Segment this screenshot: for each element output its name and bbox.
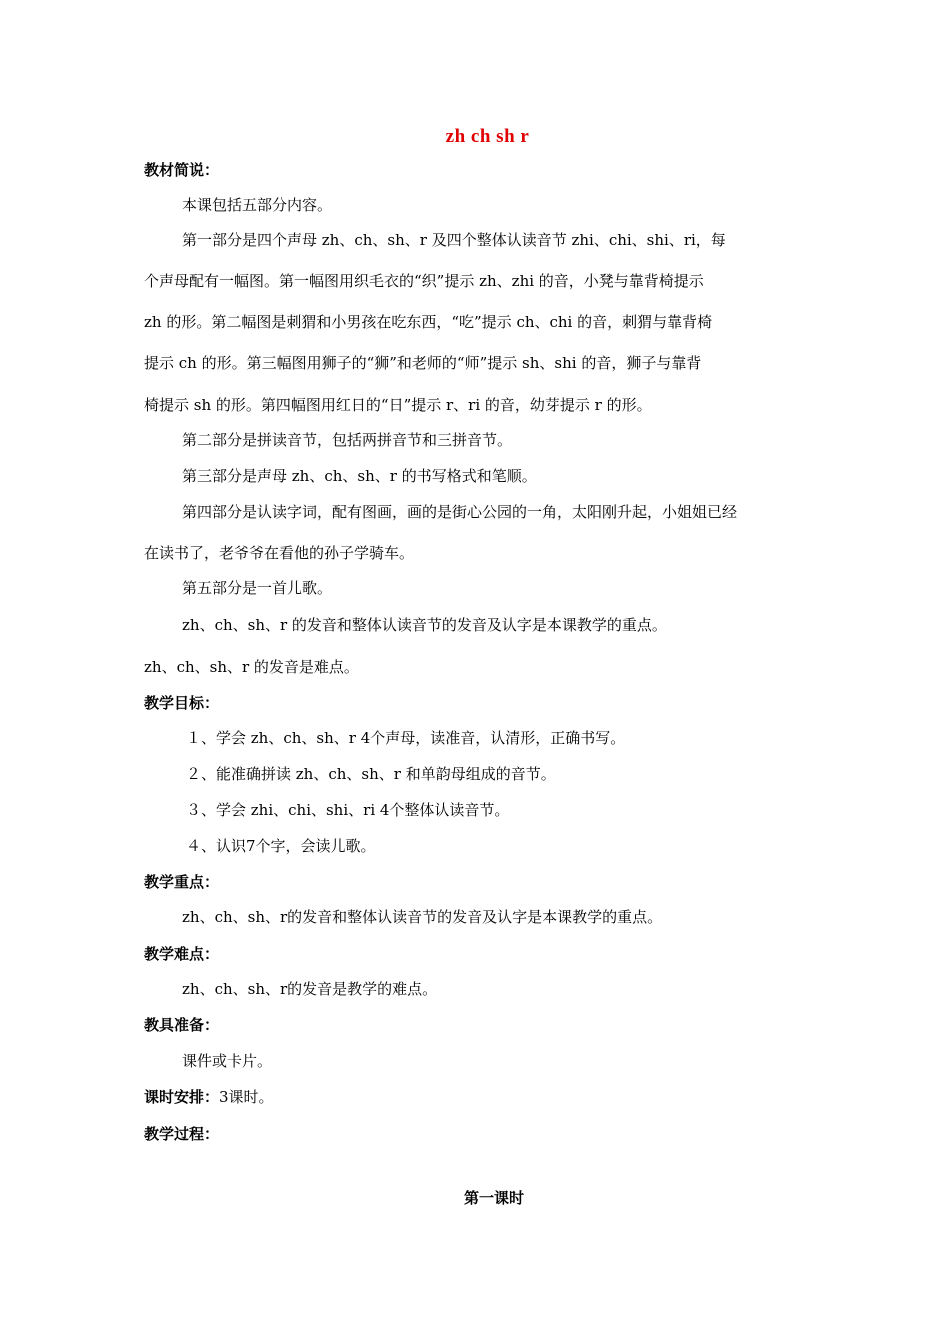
lesson-title: 第一课时 <box>463 1189 524 1207</box>
schedule-text: 3课时。 <box>219 1088 274 1106</box>
overview-paragraph: 提示 ch 的形。第三幅图用狮子的“狮”和老师的“师”提示 sh、shi 的音，狮子与靠背 <box>144 354 702 372</box>
overview-paragraph: 本课包括五部分内容。 <box>182 196 333 214</box>
goal-item: ４、认识7个字，会读儿歌。 <box>186 837 376 855</box>
overview-paragraph: zh、ch、sh、r 的发音是难点。 <box>144 658 359 676</box>
tools-heading: 教具准备： <box>144 1016 220 1034</box>
overview-paragraph: 第一部分是四个声母 zh、ch、sh、r 及四个整体认读音节 zhi、chi、shi、ri，每 <box>182 231 726 249</box>
key-heading: 教学重点： <box>144 873 220 891</box>
overview-paragraph: 个声母配有一幅图。第一幅图用织毛衣的“织”提示 zh、zhi 的音，小凳与靠背椅提示 <box>144 272 704 290</box>
overview-paragraph: zh 的形。第二幅图是刺猬和小男孩在吃东西，“吃”提示 ch、chi 的音，刺猬与靠背椅 <box>144 313 713 331</box>
tools-text: 课件或卡片。 <box>182 1052 273 1070</box>
overview-paragraph: 第二部分是拼读音节，包括两拼音节和三拼音节。 <box>182 431 513 449</box>
goal-item: ２、能准确拼读 zh、ch、sh、r 和单韵母组成的音节。 <box>186 765 556 783</box>
overview-paragraph: 在读书了，老爷爷在看他的孙子学骑车。 <box>144 544 415 562</box>
overview-paragraph: 第四部分是认读字词，配有图画，画的是街心公园的一角，太阳刚升起，小姐姐已经 <box>182 503 738 521</box>
goals-heading: 教学目标： <box>144 694 220 712</box>
document-title: zh ch sh r <box>445 126 530 147</box>
overview-paragraph: zh、ch、sh、r 的发音和整体认读音节的发音及认字是本课教学的重点。 <box>182 616 667 634</box>
overview-paragraph: 第五部分是一首儿歌。 <box>182 579 333 597</box>
schedule-heading: 课时安排： <box>144 1088 220 1106</box>
process-heading: 教学过程： <box>144 1125 220 1143</box>
overview-paragraph: 椅提示 sh 的形。第四幅图用红日的“日”提示 r、ri 的音，幼芽提示 r 的形。 <box>144 396 652 414</box>
schedule-line <box>144 1087 274 1107</box>
goal-item: １、学会 zh、ch、sh、r 4个声母，读准音，认清形，正确书写。 <box>186 729 626 747</box>
difficulty-heading: 教学难点： <box>144 945 220 963</box>
overview-paragraph: 第三部分是声母 zh、ch、sh、r 的书写格式和笔顺。 <box>182 467 537 485</box>
overview-heading: 教材简说： <box>144 161 220 179</box>
key-text: zh、ch、sh、r的发音和整体认读音节的发音及认字是本课教学的重点。 <box>182 908 663 926</box>
goal-item: ３、学会 zhi、chi、shi、ri 4个整体认读音节。 <box>186 801 510 819</box>
difficulty-text: zh、ch、sh、r的发音是教学的难点。 <box>182 980 438 998</box>
